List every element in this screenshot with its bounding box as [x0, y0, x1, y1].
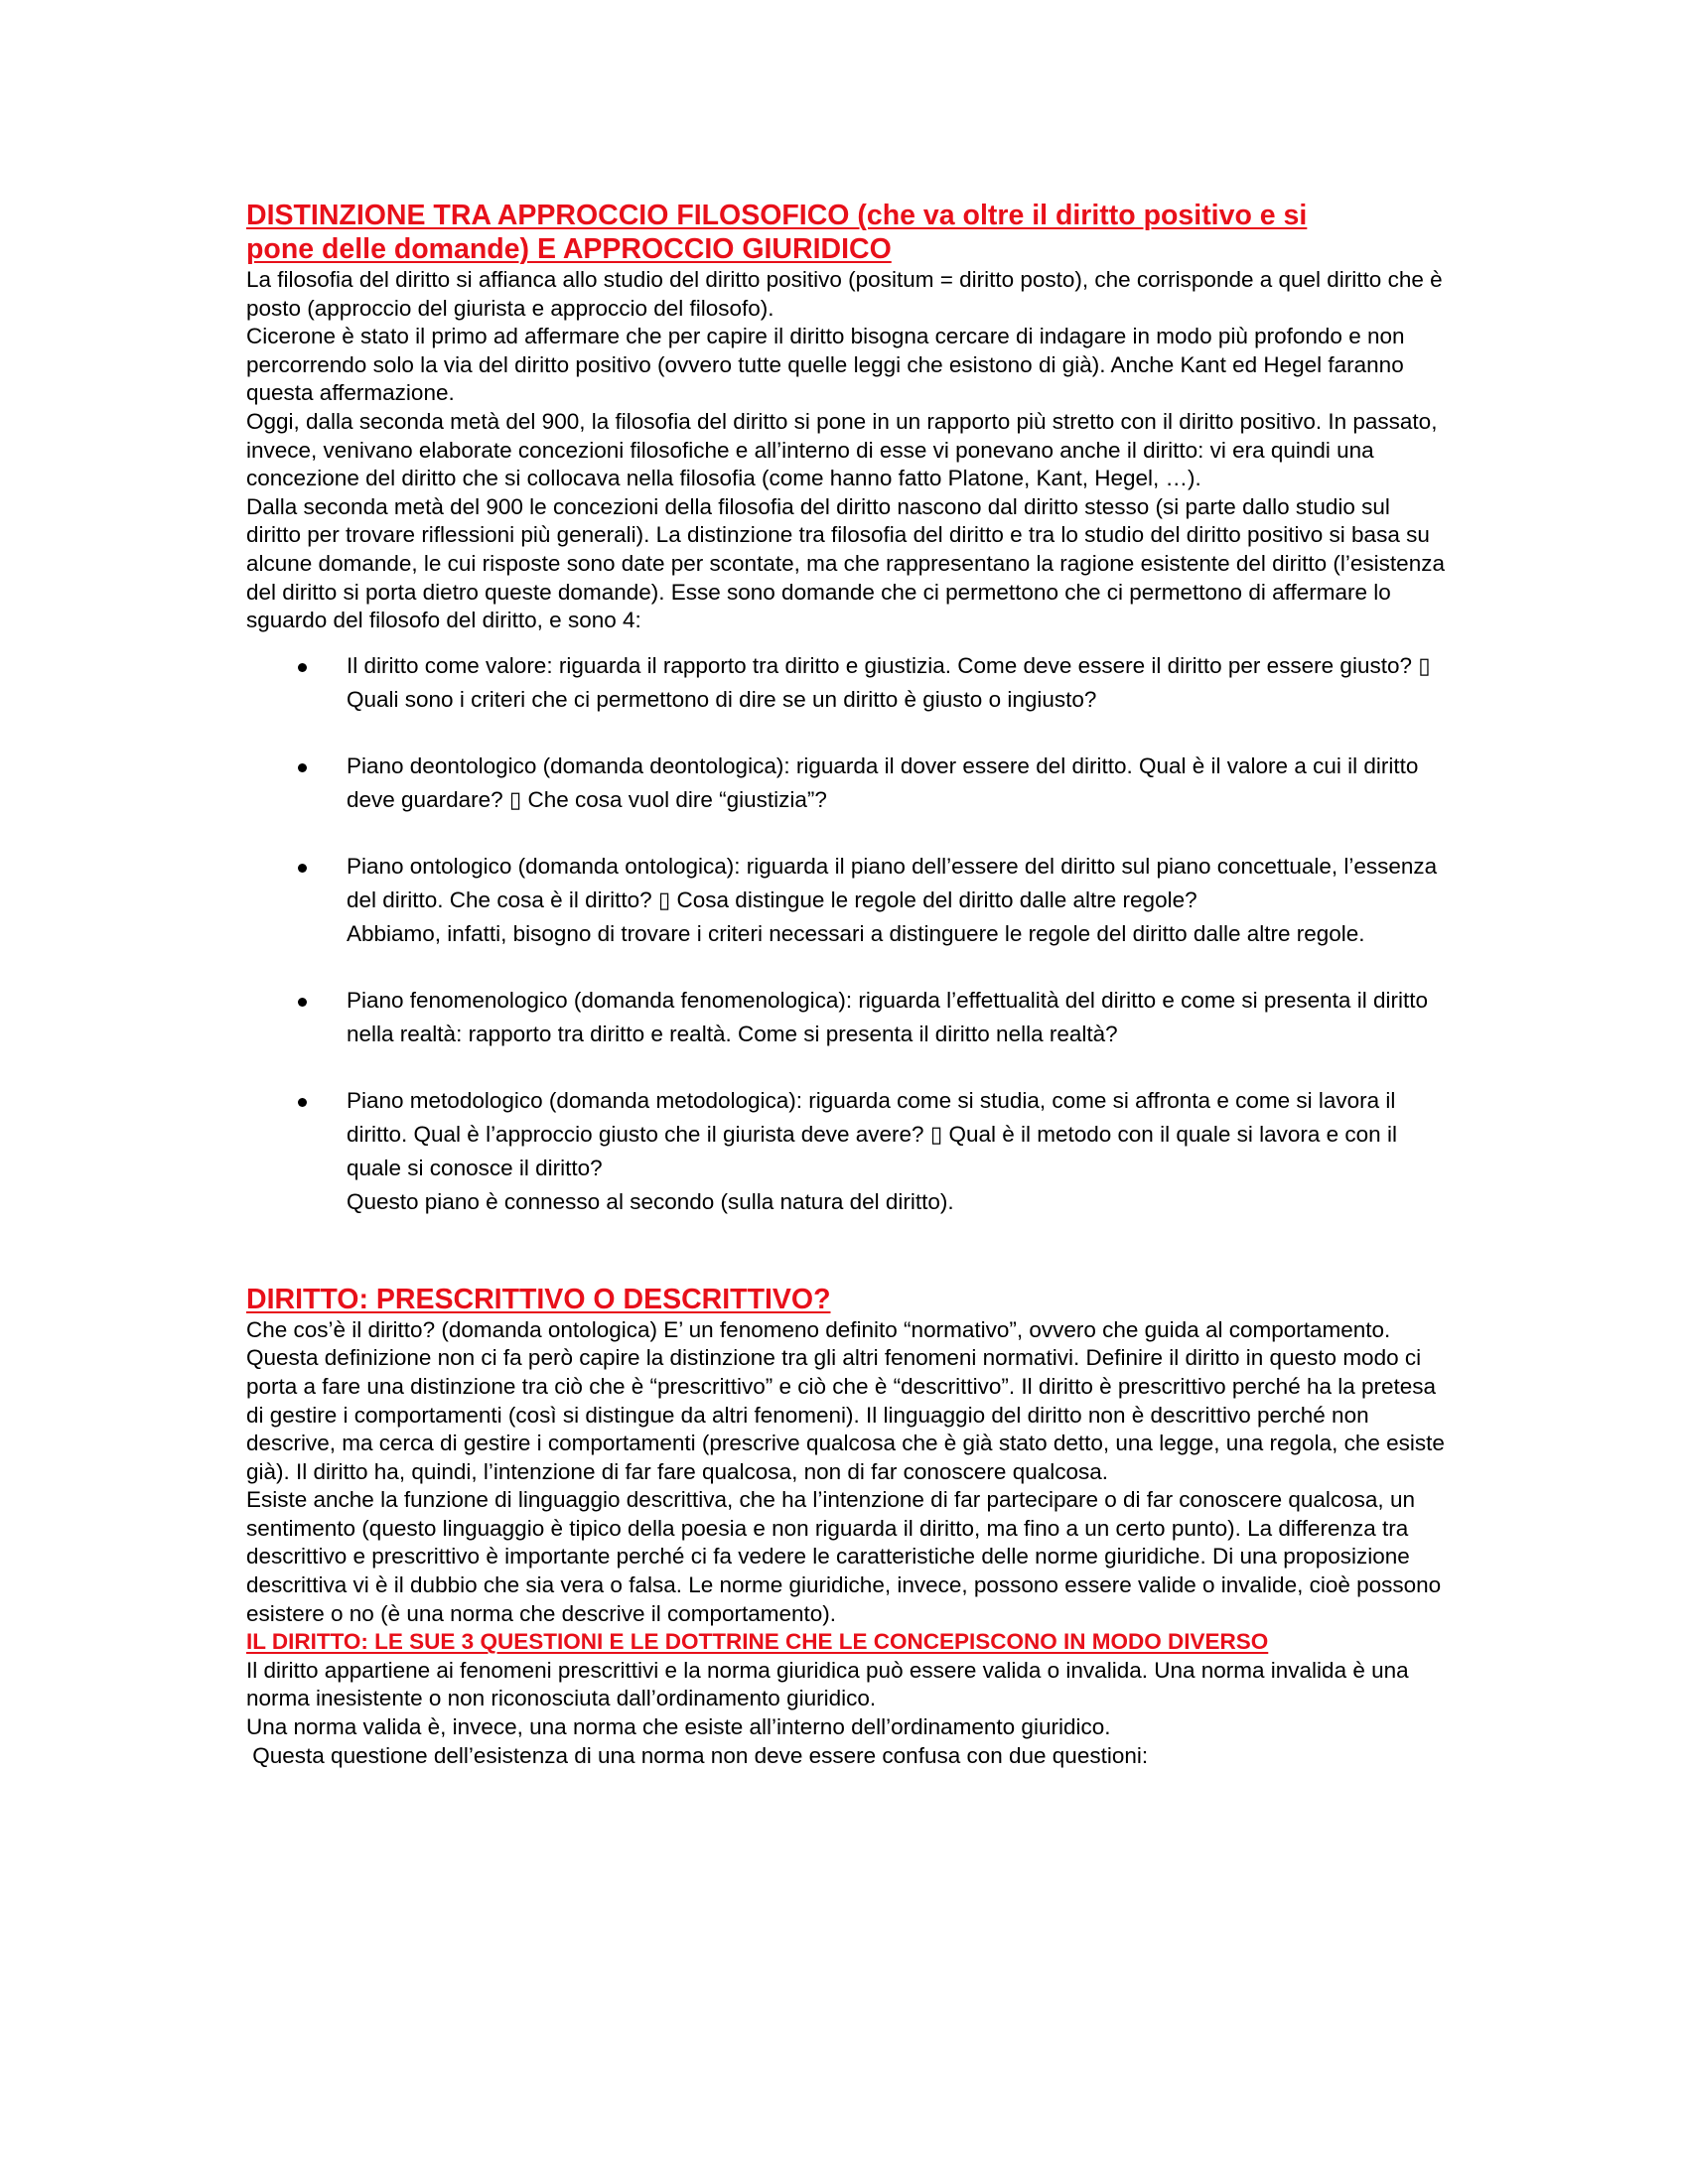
paragraph: Cicerone è stato il primo ad affermare che per capire il diritto bisogna cercare di indagare in modo più profondo e non percorrendo solo la via del diritto positivo (ovvero tutte quelle leggi che esistono di già). Anche Kant ed Hegel faranno questa affermazione.: [246, 324, 1405, 406]
list-item: [246, 850, 1448, 951]
paragraph: Esiste anche la funzione di linguaggio descrittiva, che ha l’intenzione di far partecipare o di far conoscere qualcosa, un sentimento (questo linguaggio è tipico della poesia e non riguarda il diritto, ma fino a un certo punto). La differenza tra descrittivo e prescrittivo è importante perché ci fa vedere le caratteristiche delle norme giuridiche. Di una proposizione descrittiva vi è il dubbio che sia vera o falsa. Le norme giuridiche, invece, possono essere valide o invalide, cioè possono esistere o no (è una norma che descrive il comportamento).: [246, 1487, 1442, 1626]
heading-line: DISTINZIONE TRA APPROCCIO FILOSOFICO (che va oltre il diritto positivo e si: [246, 200, 1308, 231]
paragraph: Il diritto appartiene ai fenomeni prescrittivi e la norma giuridica può essere valida o invalida. Una norma invalida è una norma inesistente o non riconosciuta dall’ordinamento giuridico.: [246, 1657, 1409, 1711]
list-item-text: Piano deontologico (domanda deontologica): riguarda il dover essere del diritto. Qual è il valore a cui il diritto deve guardare? ▯ Che cosa vuol dire “giustizia”?: [347, 752, 1419, 812]
bullet-dot-icon: [298, 1098, 307, 1107]
questions-list: [246, 649, 1448, 1219]
paragraph: La filosofia del diritto si affianca allo studio del diritto positivo (positum = diritto posto), che corrisponde a quel diritto che è posto (approccio del giurista e approccio del filosofo).: [246, 267, 1443, 321]
list-item: [246, 984, 1448, 1051]
heading-line: pone delle domande) E APPROCCIO GIURIDICO: [246, 233, 892, 265]
list-item: [246, 750, 1448, 817]
bullet-dot-icon: [298, 864, 307, 873]
list-item-subtext: Abbiamo, infatti, bisogno di trovare i criteri necessari a distinguere le regole del diritto dalle altre regole.: [347, 920, 1365, 946]
list-item-text: Piano ontologico (domanda ontologica): riguarda il piano dell’essere del diritto sul piano concettuale, l’essenza del diritto. Che cosa è il diritto? ▯ Cosa distingue le regole del diritto dalle altre regole?: [347, 853, 1438, 912]
list-item: [246, 649, 1448, 717]
section-heading-questioni: IL DIRITTO: LE SUE 3 QUESTIONI E LE DOTTRINE CHE LE CONCEPISCONO IN MODO DIVERSO: [246, 1629, 1269, 1655]
list-item-text: Piano fenomenologico (domanda fenomenologica): riguarda l’effettualità del diritto e come si presenta il diritto nella realtà: rapporto tra diritto e realtà. Come si presenta il diritto nella realtà?: [347, 987, 1428, 1046]
list-item: [246, 1084, 1448, 1219]
paragraph: Oggi, dalla seconda metà del 900, la filosofia del diritto si pone in un rapporto più stretto con il diritto positivo. In passato, invece, venivano elaborate concezioni filosofiche e all’interno di esse vi ponevano anche il diritto: vi era quindi una concezione del diritto che si collocava nella filosofia (come hanno fatto Platone, Kant, Hegel, …).: [246, 408, 1438, 491]
list-item-subtext: Questo piano è connesso al secondo (sulla natura del diritto).: [347, 1188, 954, 1214]
paragraph: Questa questione dell’esistenza di una norma non deve essere confusa con due questioni:: [246, 1742, 1149, 1768]
document-body: [246, 199, 1448, 1770]
bullet-dot-icon: [298, 763, 307, 772]
section-heading-prescrittivo: DIRITTO: PRESCRITTIVO O DESCRITTIVO?: [246, 1283, 831, 1315]
list-item-text: Piano metodologico (domanda metodologica): riguarda come si studia, come si affronta e come si lavora il diritto. Qual è l’approccio giusto che il giurista deve avere? ▯ Qual è il metodo con il quale si lavora e con il quale si conosce il diritto?: [347, 1087, 1397, 1180]
bullet-dot-icon: [298, 663, 307, 672]
bullet-dot-icon: [298, 998, 307, 1007]
section-heading-approccio: [246, 199, 1448, 266]
list-item-text: Il diritto come valore: riguarda il rapporto tra diritto e giustizia. Come deve essere il diritto per essere giusto? ▯ Quali sono i criteri che ci permettono di dire se un diritto è giusto o ingiusto?: [347, 652, 1431, 712]
paragraph: Una norma valida è, invece, una norma che esiste all’interno dell’ordinamento giuridico.: [246, 1714, 1111, 1740]
paragraph: Dalla seconda metà del 900 le concezioni della filosofia del diritto nascono dal diritto stesso (si parte dallo studio sul diritto per trovare riflessioni più generali). La distinzione tra filosofia del diritto e tra lo studio del diritto positivo si basa su alcune domande, le cui risposte sono date per scontate, ma che rappresentano la ragione esistente del diritto (l’esistenza del diritto si porta dietro queste domande). Esse sono domande che ci permettono che ci permettono di affermare lo sguardo del filosofo del diritto, e sono 4:: [246, 493, 1445, 633]
paragraph: Che cos’è il diritto? (domanda ontologica) E’ un fenomeno definito “normativo”, ovvero che guida al comportamento. Questa definizione non ci fa però capire la distinzione tra gli altri fenomeni normativi. Definire il diritto in questo modo ci porta a fare una distinzione tra ciò che è “prescrittivo” e ciò che è “descrittivo”. Il diritto è prescrittivo perché ha la pretesa di gestire i comportamenti (così si distingue da altri fenomeni). Il linguaggio del diritto non è descrittivo perché non descrive, ma cerca di gestire i comportamenti (prescrive qualcosa che è già stato detto, una legge, una regola, che esiste già). Il diritto ha, quindi, l’intenzione di far fare qualcosa, non di far conoscere qualcosa.: [246, 1316, 1445, 1484]
